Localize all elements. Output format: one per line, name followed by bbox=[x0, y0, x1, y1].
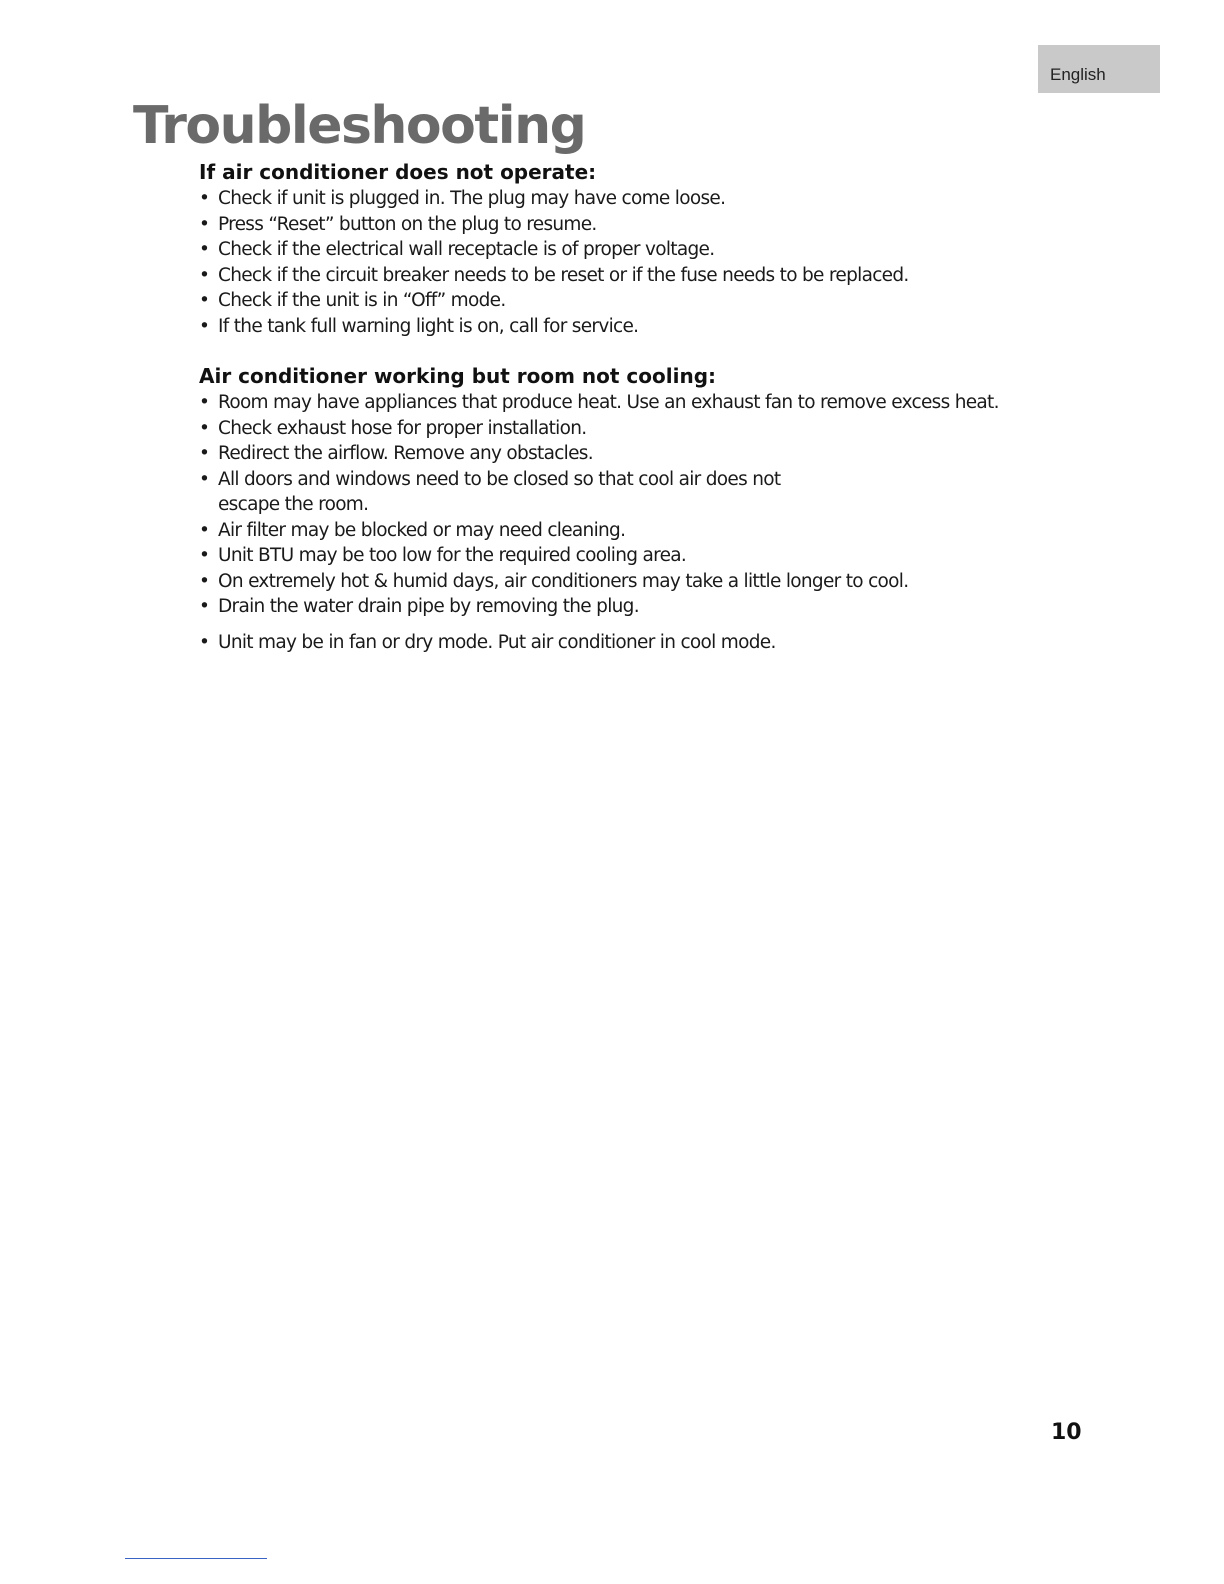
list-item bbox=[199, 390, 1099, 416]
list-item-text: Check exhaust hose for proper installation. bbox=[218, 417, 587, 439]
bullet-icon: • bbox=[199, 239, 210, 260]
bullet-icon: • bbox=[199, 417, 210, 439]
list-item-text: Room may have appliances that produce heat. Use an exhaust fan to remove excess heat. bbox=[218, 392, 999, 413]
bullet-icon: • bbox=[199, 519, 210, 541]
list-item bbox=[199, 237, 1099, 263]
list-item bbox=[199, 518, 1099, 544]
list-item-text: Drain the water drain pipe by removing the plug. bbox=[218, 596, 639, 617]
bullet-icon: • bbox=[199, 188, 210, 209]
bullet-icon: • bbox=[199, 545, 210, 566]
list-item-text: Air filter may be blocked or may need cleaning. bbox=[218, 519, 626, 541]
list-item-text: Check if the circuit breaker needs to be reset or if the fuse needs to be replaced. bbox=[218, 264, 909, 286]
page-number: 10 bbox=[1051, 1420, 1082, 1445]
footer-rule bbox=[125, 1558, 267, 1559]
list-item bbox=[199, 416, 1099, 442]
list-item bbox=[199, 441, 1099, 467]
list-item-text: Press “Reset” button on the plug to resume. bbox=[218, 213, 597, 235]
bullet-icon: • bbox=[199, 290, 210, 311]
language-tab bbox=[1038, 45, 1160, 93]
bullet-icon: • bbox=[199, 213, 210, 235]
list-item-text: Unit BTU may be too low for the required cooling area. bbox=[218, 545, 687, 566]
list-item bbox=[199, 212, 1099, 238]
list-item-text: Check if the electrical wall receptacle is of proper voltage. bbox=[218, 239, 715, 260]
list-item-text: On extremely hot & humid days, air conditioners may take a little longer to cool. bbox=[218, 570, 909, 592]
bullet-icon: • bbox=[199, 392, 210, 413]
bullet-icon: • bbox=[199, 468, 210, 490]
section-heading: Air conditioner working but room not cooling: bbox=[199, 364, 717, 388]
list-item-text: Check if the unit is in “Off” mode. bbox=[218, 290, 506, 311]
bullet-icon: • bbox=[199, 570, 210, 592]
bullet-icon: • bbox=[199, 443, 210, 464]
section-not-cooling bbox=[199, 364, 1099, 655]
list-item bbox=[199, 314, 1099, 340]
list-item-text: Redirect the airflow. Remove any obstacles. bbox=[218, 443, 593, 464]
section-heading: If air conditioner does not operate: bbox=[199, 160, 597, 184]
page-title: Troubleshooting bbox=[133, 96, 586, 156]
troubleshooting-list bbox=[199, 186, 1099, 339]
list-item bbox=[199, 186, 1099, 212]
troubleshooting-list bbox=[199, 390, 1099, 655]
list-item bbox=[199, 263, 1099, 289]
list-item bbox=[199, 569, 1099, 595]
bullet-icon: • bbox=[199, 631, 210, 653]
list-item-text: Check if unit is plugged in. The plug may have come loose. bbox=[218, 188, 726, 209]
bullet-icon: • bbox=[199, 264, 210, 286]
language-label: English bbox=[1050, 65, 1106, 84]
list-item-text: Unit may be in fan or dry mode. Put air conditioner in cool mode. bbox=[218, 631, 776, 653]
list-item bbox=[199, 594, 1099, 620]
bullet-icon: • bbox=[199, 596, 210, 617]
list-item-text: If the tank full warning light is on, call for service. bbox=[218, 315, 639, 337]
bullet-icon: • bbox=[199, 315, 210, 337]
list-item bbox=[199, 630, 1099, 656]
list-item-text: All doors and windows need to be closed so that cool air does not escape the room. bbox=[218, 468, 781, 515]
list-item bbox=[199, 467, 818, 518]
list-item bbox=[199, 543, 1099, 569]
list-item bbox=[199, 288, 1099, 314]
section-does-not-operate bbox=[199, 160, 1099, 339]
